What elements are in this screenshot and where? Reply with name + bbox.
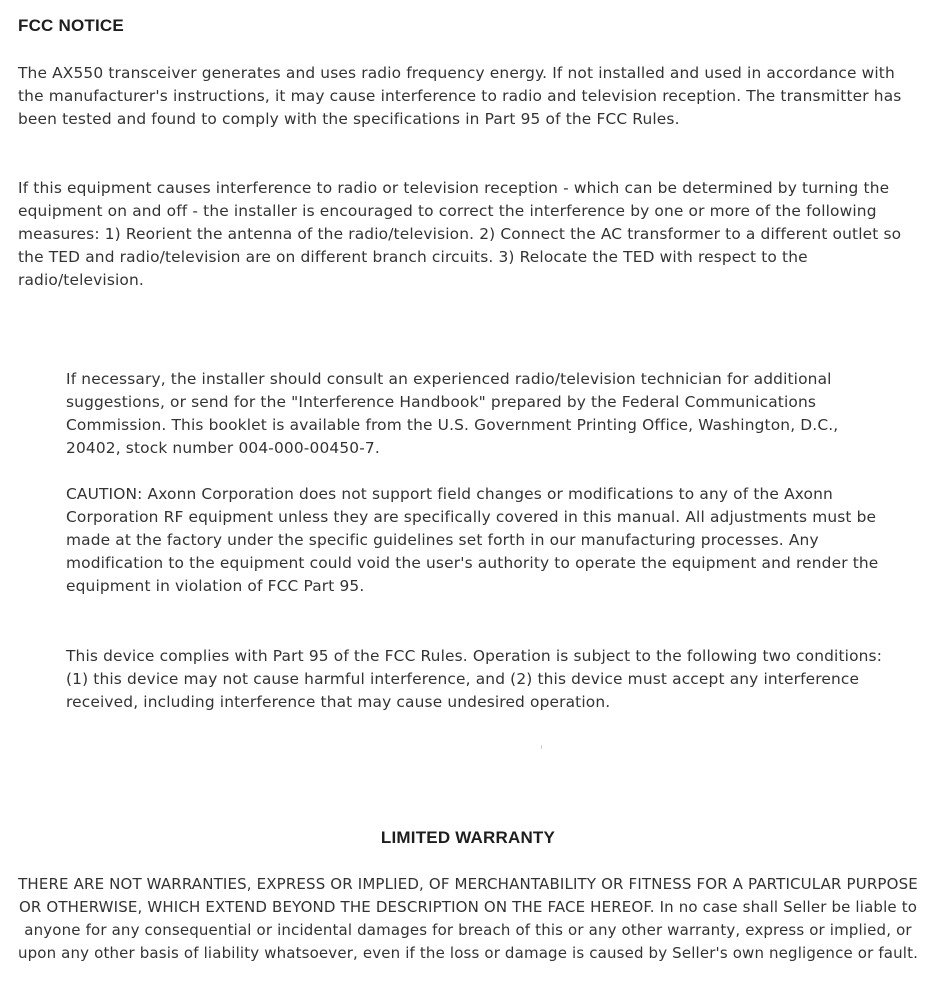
scan-speck xyxy=(541,745,542,749)
fcc-paragraph-handbook: If necessary, the installer should consult an experienced radio/television technician for additional suggestions, or send for the "Interference Handbook" prepared by the Federal Communications Commission. This booklet is available from the U.S. Government Printing Office, Washington, D.C., 20402, stock number 004-000-00450-7. xyxy=(66,370,839,457)
limited-warranty-heading: LIMITED WARRANTY xyxy=(380,828,556,847)
fcc-paragraph-interference-measures: If this equipment causes interference to radio or television reception - which can be determined by turning the equipment on and off - the installer is encouraged to correct the interference by one or more of the following measures: 1) Reorient the antenna of the radio/television. 2) Connect the AC transformer to a different outlet so the TED and radio/television are on different branch circuits. 3) Relocate the TED with respect to the radio/television. xyxy=(18,179,902,289)
fcc-notice-heading: FCC NOTICE xyxy=(18,16,124,35)
fcc-paragraph-caution: CAUTION: Axonn Corporation does not support field changes or modifications to any of the Axonn Corporation RF equipment unless they are specifically covered in this manual. All adjustments must be made at the factory under the specific guidelines set forth in our manufacturing processes. Any modification to the equipment could void the user's authority to operate the equipment and render the equipment in violation of FCC Part 95. xyxy=(66,485,879,595)
fcc-paragraph-compliance: This device complies with Part 95 of the FCC Rules. Operation is subject to the following two conditions: (1) this device may not cause harmful interference, and (2) this device must accept any interference received, including interference that may cause undesired operation. xyxy=(66,647,883,711)
fcc-paragraph-transceiver: The AX550 transceiver generates and uses radio frequency energy. If not installed and used in accordance with the manufacturer's instructions, it may cause interference to radio and television reception. The transmitter has been tested and found to comply with the specifications in Part 95 of the FCC Rules. xyxy=(18,64,902,128)
limited-warranty-text: THERE ARE NOT WARRANTIES, EXPRESS OR IMPLIED, OF MERCHANTABILITY OR FITNESS FOR A PARTICULAR PURPOSE OR OTHERWISE, WHICH EXTEND BEYOND THE DESCRIPTION ON THE FACE HEREOF. In no case shall Seller be liable to anyone for any consequential or incidental damages for breach of this or any other warranty, express or implied, or upon any other basis of liability whatsoever, even if the loss or damage is caused by Seller's own negligence or fault. xyxy=(17,875,919,962)
